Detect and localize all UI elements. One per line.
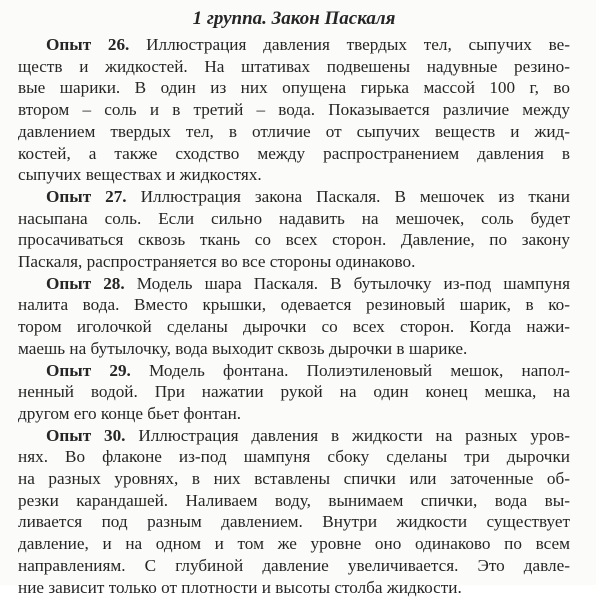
text-line: другом его конце бьет фонтан. xyxy=(18,403,242,423)
section-heading: 1 группа. Закон Паскаля xyxy=(192,8,396,29)
experiment-label: Опыт 29. xyxy=(46,360,131,380)
text-line: тором иголочкой сделаны дырочки со всех сторон. Когда нажи- xyxy=(18,317,570,337)
text-line: нях. Во флаконе из-под шампуня сбоку сделаны три дырочки xyxy=(18,447,570,467)
experiment-29-paragraph xyxy=(18,360,570,425)
experiment-30-paragraph xyxy=(18,425,570,598)
text-line: ществ и жидкостей. На штативах подвешены надувные резино- xyxy=(18,56,570,76)
experiment-label: Опыт 30. xyxy=(46,425,126,445)
text-line: просачиваться сквозь ткань со всех сторон. Давление, по закону xyxy=(18,230,570,250)
text-line: Опыт 28. Модель шара Паскаля. В бутылочку из-под шампуня xyxy=(46,273,571,293)
text-line: ненный водой. При нажатии рукой на один конец мешка, на xyxy=(18,382,570,402)
text-line: Опыт 29. Модель фонтана. Полиэтиленовый мешок, напол- xyxy=(46,360,570,380)
text-line: направлениям. С глубиной давление увеличивается. Это давле- xyxy=(18,555,570,575)
text-line: резки карандашей. Наливаем воду, вынимаем спички, вода вы- xyxy=(18,490,570,510)
experiment-label: Опыт 26. xyxy=(46,35,130,54)
experiment-label: Опыт 28. xyxy=(46,273,125,293)
text-line: насыпана соль. Если сильно надавить на мешочек, соль будет xyxy=(18,208,570,228)
text-line: давлением твердых тел, в отличие от сыпучих веществ и жид- xyxy=(18,121,570,141)
text-line: Опыт 30. Иллюстрация давления в жидкости на разных уров- xyxy=(46,425,570,445)
text-line: Паскаля, распространяется во все стороны одинаково. xyxy=(18,252,416,272)
text-line: костей, а также сходство между распространением давления в xyxy=(18,143,570,163)
text-line: Опыт 27. Иллюстрация закона Паскаля. В мешочек из ткани xyxy=(46,186,570,206)
text-line: налита вода. Вместо крышки, одевается резиновый шарик, в ко- xyxy=(18,295,570,315)
text-line: ливается под разным давлением. Внутри жидкости существует xyxy=(18,512,570,532)
text-line: ние зависит только от плотности и высоты столба жидкости. xyxy=(18,577,462,597)
text-line: Опыт 26. Иллюстрация давления твердых тел, сыпучих ве- xyxy=(46,35,570,54)
text-line: давление, и на одном и том же уровне оно одинаково по всем xyxy=(18,534,570,554)
text-line: втором – соль и в третий – вода. Показывается различие между xyxy=(18,100,570,120)
experiment-label: Опыт 27. xyxy=(46,186,127,206)
text-line: вые шарики. В один из них опущена гирька массой 100 г, во xyxy=(18,78,570,98)
experiment-27-paragraph xyxy=(18,186,570,273)
experiment-26-paragraph xyxy=(18,34,570,186)
text-line: маешь на бутылочку, вода выходит сквозь дырочки в шарике. xyxy=(18,338,468,358)
text-line: сыпучих веществах и жидкостях. xyxy=(18,165,262,185)
text-line: на разных уровнях, в них вставлены спички или заточенные об- xyxy=(18,469,570,489)
experiment-28-paragraph xyxy=(18,273,570,360)
